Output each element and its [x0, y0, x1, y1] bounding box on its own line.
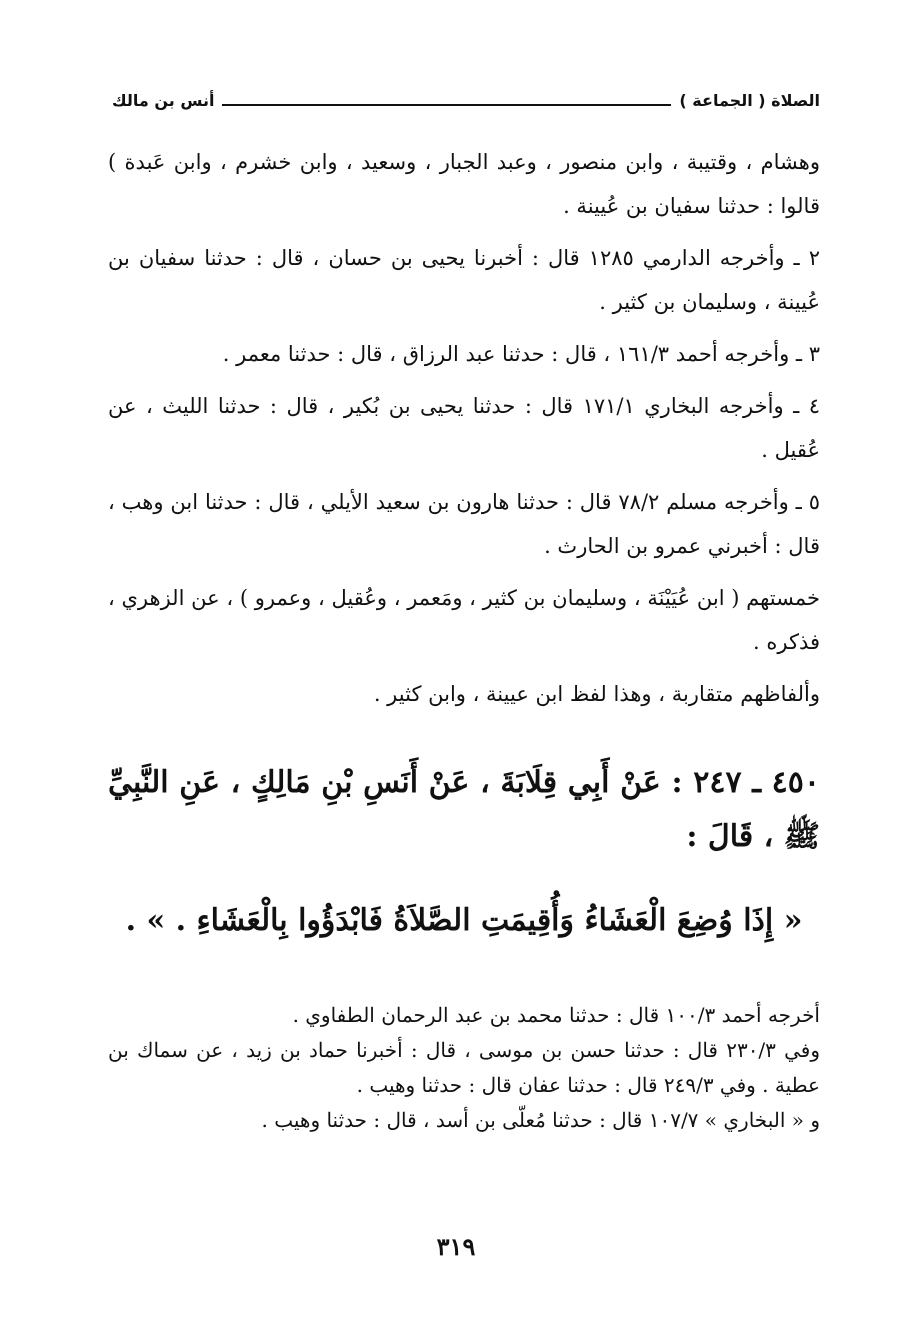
running-header	[112, 86, 820, 114]
paragraph-6: خمستهم ( ابن عُيَيْنَة ، وسليمان بن كثير ، ومَعمر ، وعُقيل ، وعمرو ) ، عن الزهري ، فذكره .	[108, 586, 820, 654]
note-2: وفي ٢٣٠/٣ قال : حدثنا حسن بن موسى ، قال : أخبرنا حماد بن زيد ، عن سماك بن عطية . وفي ٢٤٩/٣ قال : حدثنا عفان قال : حدثنا وهيب .	[108, 1038, 821, 1097]
paragraph-4: ٤ ـ وأخرجه البخاري ١٧١/١ قال : حدثنا يحيى بن بُكير ، قال : حدثنا الليث ، عن عُقيل .	[108, 394, 820, 462]
paragraph-7: وألفاظهم متقاربة ، وهذا لفظ ابن عيينة ، وابن كثير .	[373, 682, 820, 706]
page-body	[108, 140, 820, 1138]
header-narrator: أنس بن مالك	[112, 90, 215, 110]
hadith-quote: « إِذَا وُضِعَ الْعَشَاءُ وَأُقِيمَتِ الصَّلاَةُ فَابْدَؤُوا بِالْعَشَاءِ . » .	[125, 903, 803, 938]
paragraph-5: ٥ ـ وأخرجه مسلم ٧٨/٢ قال : حدثنا هارون بن سعيد الأيلي ، قال : حدثنا ابن وهب ، قال : أخبرني عمرو بن الحارث .	[108, 490, 820, 558]
header-rule	[222, 94, 671, 106]
page-number: ٣١٩	[436, 1232, 476, 1261]
note-3: و « البخاري » ١٠٧/٧ قال : حدثنا مُعلّى بن أسد ، قال : حدثنا وهيب .	[261, 1108, 820, 1132]
header-chapter: الصلاة ( الجماعة )	[679, 90, 820, 110]
paragraph-2: ٢ ـ وأخرجه الدارمي ١٢٨٥ قال : أخبرنا يحيى بن حسان ، قال : حدثنا سفيان بن عُيينة ، وسليمان بن كثير .	[108, 246, 820, 314]
takhrij-notes	[108, 998, 820, 1138]
note-1: أخرجه أحمد ١٠٠/٣ قال : حدثنا محمد بن عبد الرحمان الطفاوي .	[292, 1003, 820, 1027]
paragraph-1: وهشام ، وقتيبة ، وابن منصور ، وعبد الجبار ، وسعيد ، وابن خشرم ، وابن عَبدة ) قالوا : حدثنا سفيان بن عُيينة .	[108, 150, 820, 218]
hadith-text: ٤٥٠ ـ ٢٤٧ : عَنْ أَبِي قِلَابَةَ ، عَنْ أَنَسِ بْنِ مَالِكٍ ، عَنِ النَّبِيِّ ﷺ ، قَالَ :	[108, 765, 821, 854]
paragraph-3: ٣ ـ وأخرجه أحمد ١٦١/٣ ، قال : حدثنا عبد الرزاق ، قال : حدثنا معمر .	[222, 342, 820, 366]
